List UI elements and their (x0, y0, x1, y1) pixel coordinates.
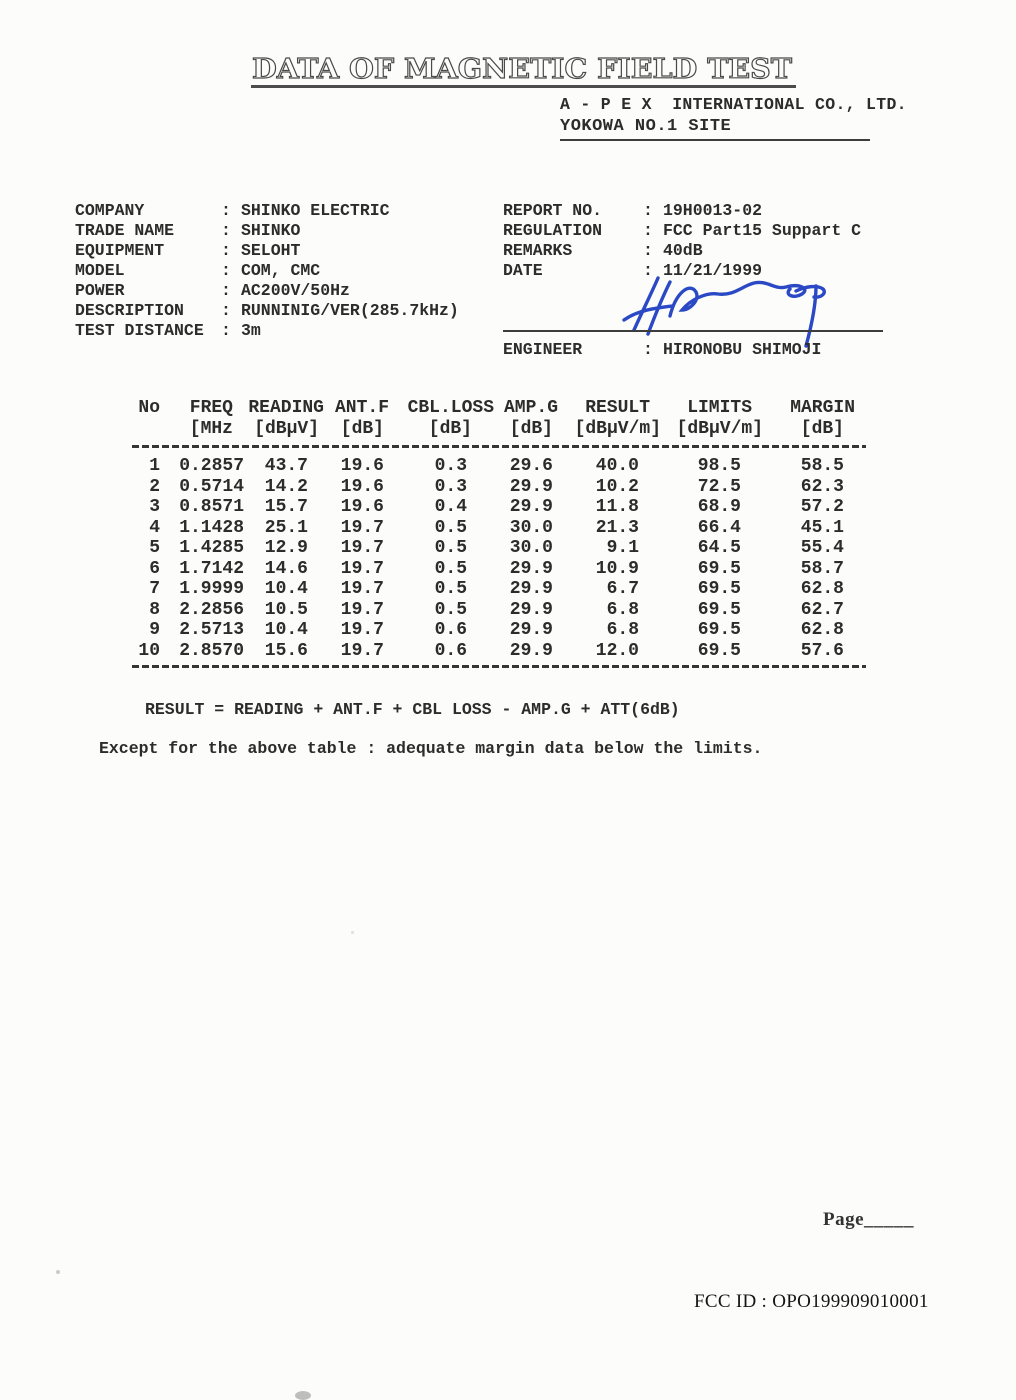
table-cell: 43.7 (264, 456, 308, 476)
table-cell: 30.0 (509, 538, 553, 558)
table-cell: 29.9 (509, 599, 553, 620)
table-cell: 1.7142 (179, 558, 244, 579)
site-name: YOKOWA NO.1 SITE (560, 117, 870, 141)
table-cell: 5 (149, 538, 160, 558)
info-label: REGULATION (503, 221, 603, 240)
column-header: MARGIN (790, 398, 855, 418)
column-unit: [dB] (509, 418, 553, 439)
column-unit: [dBμV/m] (574, 418, 661, 439)
table-cell: 19.7 (340, 579, 384, 599)
table-row (130, 559, 870, 580)
info-row (75, 321, 459, 341)
column-header: FREQ (189, 398, 233, 418)
info-label: REPORT NO. (503, 201, 603, 220)
colon: : (643, 261, 653, 280)
table-cell: 10.4 (264, 620, 308, 640)
page-number-label: Page_____ (823, 1209, 915, 1230)
result-formula: RESULT = READING + ANT.F + CBL LOSS - AMP.G + ATT(6dB) (145, 700, 680, 719)
table-cell: 58.5 (800, 456, 844, 476)
info-value: COM, CMC (241, 261, 321, 280)
table-cell: 6 (149, 558, 160, 579)
colon: : (221, 201, 231, 220)
table-cell: 29.9 (509, 558, 553, 579)
info-label: DATE (503, 261, 543, 280)
engineer-value: HIRONOBU SHIMOJI (663, 340, 822, 359)
table-cell: 98.5 (697, 456, 741, 476)
table-body (130, 456, 870, 661)
table-cell: 0.5 (434, 579, 467, 599)
measurement-table (130, 398, 870, 668)
table-cell: 6.8 (606, 620, 639, 640)
table-cell: 72.5 (697, 476, 741, 497)
scan-artifact (351, 931, 354, 934)
table-cell: 0.2857 (179, 456, 244, 476)
table-cell: 0.3 (434, 476, 467, 497)
info-label: REMARKS (503, 241, 573, 260)
column-header: ANT.F (334, 398, 389, 418)
table-cell: 62.7 (800, 599, 844, 620)
table-row (130, 641, 870, 662)
table-cell: 15.7 (264, 497, 308, 517)
table-cell: 8 (149, 599, 160, 620)
table-row (130, 620, 870, 641)
table-cell: 1.1428 (179, 517, 244, 538)
info-value: 40dB (663, 241, 703, 260)
table-units-row (130, 419, 870, 440)
table-separator-top (132, 445, 866, 448)
column-header: READING (248, 398, 324, 418)
table-cell: 10.5 (264, 599, 308, 620)
table-cell: 15.6 (264, 640, 308, 661)
fcc-id-label: FCC ID : OPO199909010001 (694, 1291, 929, 1312)
table-cell: 0.5 (434, 558, 467, 579)
table-cell: 2.5713 (179, 620, 244, 640)
table-cell: 62.8 (800, 579, 844, 599)
colon: : (221, 241, 231, 260)
column-unit: [MHz (189, 418, 233, 439)
table-cell: 29.9 (509, 497, 553, 517)
title-underline (251, 85, 796, 88)
info-value: 3m (241, 321, 261, 340)
table-cell: 19.7 (340, 599, 384, 620)
table-cell: 1.4285 (179, 538, 244, 558)
table-cell: 45.1 (800, 517, 844, 538)
table-cell: 40.0 (595, 456, 639, 476)
info-label: TEST DISTANCE (75, 321, 204, 340)
info-value: FCC Part15 Suppart C (663, 221, 862, 240)
table-cell: 2.8570 (179, 640, 244, 661)
table-cell: 0.6 (434, 620, 467, 640)
colon: : (643, 221, 653, 240)
colon: : (643, 241, 653, 260)
table-cell: 0.8571 (179, 497, 244, 517)
table-cell: 29.9 (509, 579, 553, 599)
table-row (130, 579, 870, 600)
device-info-block (75, 201, 459, 341)
info-value: 11/21/1999 (663, 261, 763, 280)
column-header: RESULT (585, 398, 650, 418)
column-unit: [dBμV/m] (676, 418, 763, 439)
table-cell: 10.4 (264, 579, 308, 599)
table-cell: 0.6 (434, 640, 467, 661)
table-cell: 69.5 (697, 599, 741, 620)
engineer-label: ENGINEER (503, 340, 583, 359)
table-cell: 0.5714 (179, 476, 244, 497)
scan-artifact (295, 1391, 311, 1400)
column-unit: [dBμV] (254, 418, 319, 439)
info-row (75, 301, 459, 321)
table-cell: 12.0 (595, 640, 639, 661)
column-header: LIMITS (687, 398, 752, 418)
scan-artifact (56, 1270, 60, 1274)
info-label: POWER (75, 281, 125, 300)
info-label: TRADE NAME (75, 221, 175, 240)
info-value: RUNNINIG/VER(285.7kHz) (241, 301, 459, 320)
info-value: 19H0013-02 (663, 201, 763, 220)
info-row (75, 281, 459, 301)
signature-line (503, 330, 883, 332)
table-cell: 19.7 (340, 640, 384, 661)
table-cell: 19.6 (340, 456, 384, 476)
table-cell: 4 (149, 517, 160, 538)
info-value: SHINKO (241, 221, 301, 240)
colon: : (221, 261, 231, 280)
table-cell: 62.3 (800, 476, 844, 497)
table-cell: 19.7 (340, 517, 384, 538)
column-header: No (138, 398, 160, 418)
table-cell: 69.5 (697, 640, 741, 661)
table-cell: 6.7 (606, 579, 639, 599)
table-cell: 11.8 (595, 497, 639, 517)
table-header-row (130, 398, 870, 419)
table-cell: 21.3 (595, 517, 639, 538)
table-cell: 0.3 (434, 456, 467, 476)
table-cell: 69.5 (697, 558, 741, 579)
table-cell: 7 (149, 579, 160, 599)
table-cell: 19.6 (340, 476, 384, 497)
info-row (75, 261, 459, 281)
info-value: AC200V/50Hz (241, 281, 350, 300)
colon: : (221, 301, 231, 320)
table-cell: 10 (138, 640, 160, 661)
table-cell: 0.5 (434, 599, 467, 620)
table-cell: 10.2 (595, 476, 639, 497)
table-cell: 2 (149, 476, 160, 497)
table-cell: 57.2 (800, 497, 844, 517)
info-value: SHINKO ELECTRIC (241, 201, 390, 220)
info-label: DESCRIPTION (75, 301, 184, 320)
column-unit: [dB] (800, 418, 844, 439)
table-cell: 57.6 (800, 640, 844, 661)
table-cell: 9.1 (606, 538, 639, 558)
table-cell: 19.6 (340, 497, 384, 517)
info-row (75, 241, 459, 261)
table-cell: 29.9 (509, 640, 553, 661)
table-cell: 69.5 (697, 579, 741, 599)
table-cell: 64.5 (697, 538, 741, 558)
table-cell: 1 (149, 456, 160, 476)
org-name: A - P E X INTERNATIONAL CO., LTD. (560, 95, 907, 114)
table-cell: 14.2 (264, 476, 308, 497)
table-row (130, 456, 870, 477)
table-cell: 19.7 (340, 620, 384, 640)
table-cell: 3 (149, 497, 160, 517)
info-value: SELOHT (241, 241, 301, 260)
table-row (130, 600, 870, 621)
table-cell: 12.9 (264, 538, 308, 558)
table-cell: 55.4 (800, 538, 844, 558)
info-row (75, 221, 459, 241)
table-cell: 19.7 (340, 538, 384, 558)
table-cell: 29.9 (509, 476, 553, 497)
table-cell: 30.0 (509, 517, 553, 538)
info-row (75, 201, 459, 221)
table-cell: 6.8 (606, 599, 639, 620)
engineer-row (503, 340, 821, 359)
table-cell: 58.7 (800, 558, 844, 579)
column-unit: [dB] (340, 418, 384, 439)
table-cell: 2.2856 (179, 599, 244, 620)
info-row (503, 241, 861, 261)
table-cell: 0.4 (434, 497, 467, 517)
column-header: AMP.G (503, 398, 558, 418)
column-unit: [dB] (428, 418, 472, 439)
report-title-text: DATA OF MAGNETIC FIELD TEST (252, 54, 792, 85)
colon: : (643, 340, 653, 359)
table-row (130, 477, 870, 498)
table-cell: 0.5 (434, 517, 467, 538)
table-cell: 14.6 (264, 558, 308, 579)
table-cell: 1.9999 (179, 579, 244, 599)
colon: : (221, 221, 231, 240)
info-label: COMPANY (75, 201, 145, 220)
table-cell: 69.5 (697, 620, 741, 640)
table-row (130, 518, 870, 539)
table-cell: 0.5 (434, 538, 467, 558)
table-cell: 9 (149, 620, 160, 640)
info-row (503, 221, 861, 241)
table-cell: 62.8 (800, 620, 844, 640)
colon: : (221, 281, 231, 300)
table-cell: 66.4 (697, 517, 741, 538)
table-row (130, 538, 870, 559)
table-cell: 29.9 (509, 620, 553, 640)
table-cell: 25.1 (264, 517, 308, 538)
info-row (503, 201, 861, 221)
column-header: CBL.LOSS (407, 398, 494, 418)
info-label: EQUIPMENT (75, 241, 165, 260)
table-cell: 19.7 (340, 558, 384, 579)
table-separator-bottom (132, 665, 866, 668)
table-cell: 68.9 (697, 497, 741, 517)
colon: : (221, 321, 231, 340)
colon: : (643, 201, 653, 220)
report-title (232, 46, 812, 90)
table-cell: 29.6 (509, 456, 553, 476)
table-row (130, 497, 870, 518)
info-label: MODEL (75, 261, 125, 280)
table-cell: 10.9 (595, 558, 639, 579)
margin-note: Except for the above table : adequate margin data below the limits. (99, 739, 763, 758)
